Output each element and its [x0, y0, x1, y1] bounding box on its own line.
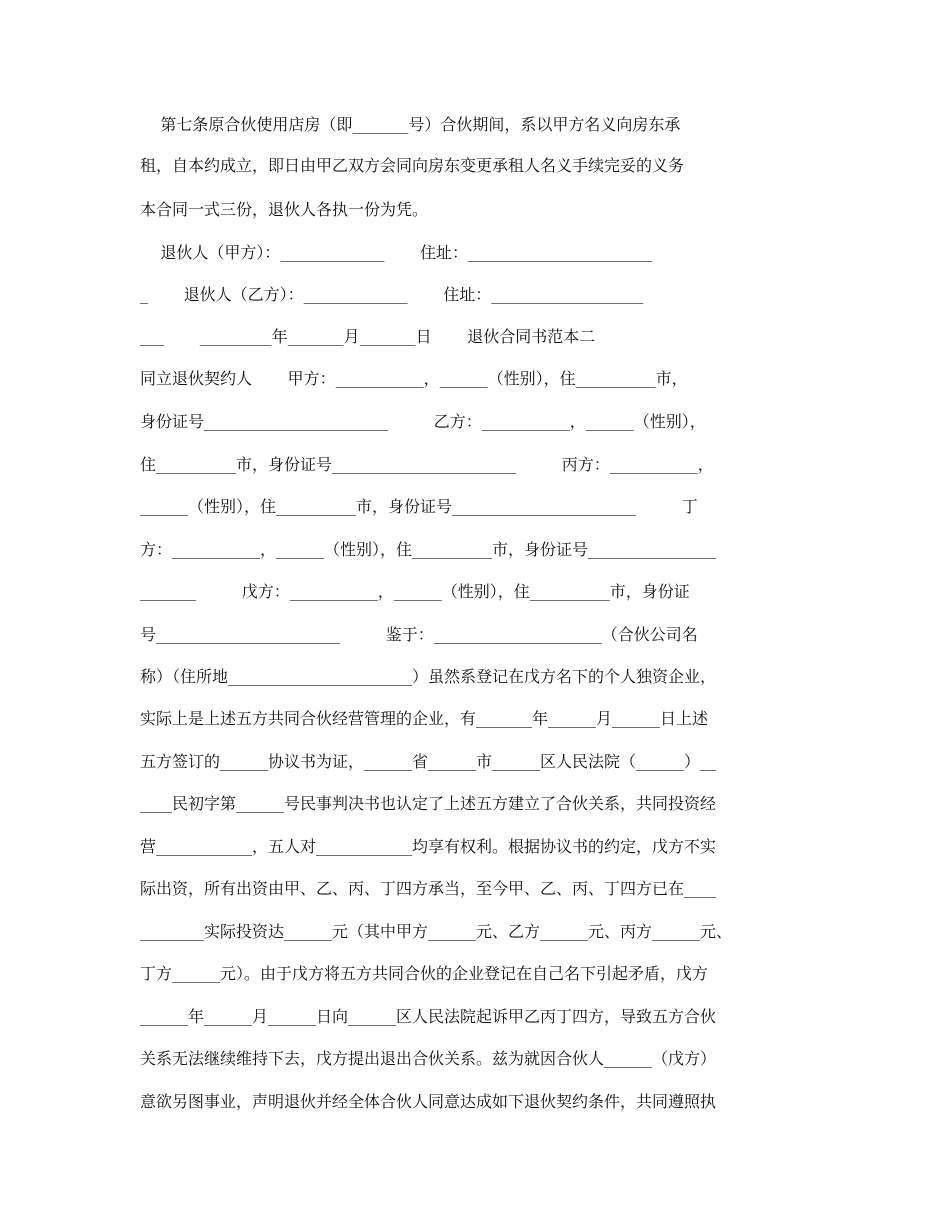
text-line-1: 第七条原合伙使用店房（即_______号）合伙期间，系以甲方名义向房东承	[140, 115, 681, 134]
text-line-12: _______ 戊方：___________，______（性别），住__________市，身份证	[140, 582, 690, 601]
text-line-9: 住__________市，身份证号_______________________ 丙方：___________，	[140, 455, 714, 474]
text-line-18: 营____________，五人对____________均享有权利。根据协议书的约定，戊方不实	[140, 837, 717, 856]
text-line-10: ______（性别），住__________市，身份证号_______________________ 丁	[140, 497, 698, 516]
text-line-11: 方：___________，______（性别），住__________市，身份证号________________	[140, 540, 717, 559]
text-line-8: 身份证号_______________________ 乙方：___________，______（性别），	[140, 412, 706, 431]
text-line-13: 号_______________________ 鉴于：_____________________（合伙公司名	[140, 625, 698, 644]
text-line-21: 丁方______元）。由于戊方将五方共同合伙的企业登记在自己名下引起矛盾，戊方	[140, 964, 709, 983]
text-line-7: 同立退伙契约人 甲方：___________，______（性别），住__________市，	[140, 369, 688, 388]
text-line-16: 五方签订的______协议书为证，______省______市______区人民法院（______）__	[140, 752, 717, 771]
text-line-4: 退伙人（甲方）：_____________ 住址：_______________________	[140, 243, 652, 262]
text-line-19: 际出资，所有出资由甲、乙、丙、丁四方承当，至今甲、乙、丙、丁四方已在____	[140, 879, 717, 898]
text-line-17: ____民初字第______号民事判决书也认定了上述五方建立了合伙关系，共同投资经	[140, 794, 717, 813]
text-line-22: ______年______月______日向______区人民法院起诉甲乙丙丁四方，导致五方合伙	[140, 1007, 717, 1026]
text-line-15: 实际上是上述五方共同合伙经营管理的企业，有_______年______月______日上述	[140, 709, 709, 728]
text-line-6: ___ _________年_______月_______日 退伙合同书范本二	[140, 327, 596, 346]
text-line-20: ________实际投资达______元（其中甲方______元、乙方______元、丙方______元、	[140, 922, 733, 941]
text-line-24: 意欲另图事业，声明退伙并经全体合伙人同意达成如下退伙契约条件，共同遵照执	[140, 1092, 717, 1111]
text-line-23: 关系无法继续维持下去，戊方提出退出合伙关系。兹为就因合伙人______（戊方）	[140, 1049, 717, 1068]
text-line-3: 本合同一式三份，退伙人各执一份为凭。	[140, 200, 429, 219]
text-line-14: 称）（住所地_______________________）虽然系登记在戊方名下的个人独资企业，	[140, 667, 717, 686]
text-line-5: _ 退伙人（乙方）：_____________ 住址：___________________	[140, 285, 644, 304]
text-line-2: 租，自本约成立，即日由甲乙双方会同向房东变更承租人名义手续完妥的义务	[140, 156, 685, 175]
